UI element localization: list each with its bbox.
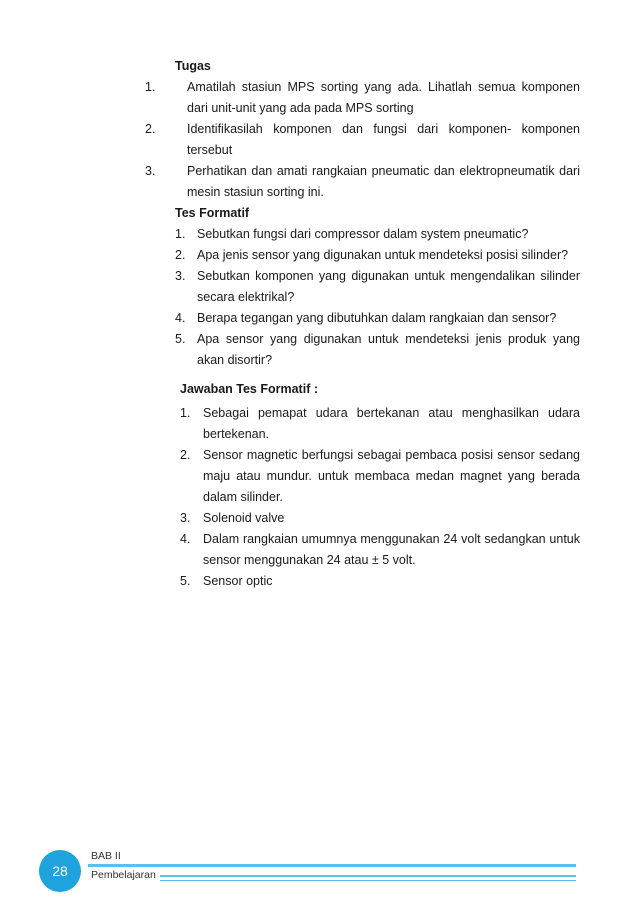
item-number: 1.	[145, 80, 156, 94]
list-item	[180, 445, 580, 508]
item-number: 5.	[175, 332, 186, 346]
page-number-badge: 28	[39, 850, 81, 892]
footer-chapter: BAB II	[91, 850, 121, 862]
item-number: 1.	[175, 227, 186, 241]
footer-divider	[160, 875, 576, 877]
item-number: 4.	[180, 532, 191, 546]
item-text: Sebagai pemapat udara bertekanan atau menghasilkan udara bertekenan.	[203, 406, 580, 441]
item-number: 1.	[180, 406, 191, 420]
jawaban-list	[180, 403, 580, 592]
item-number: 2.	[180, 448, 191, 462]
footer-divider	[160, 880, 576, 881]
item-number: 3.	[145, 164, 156, 178]
item-text: Apa jenis sensor yang digunakan untuk mendeteksi posisi silinder?	[197, 248, 569, 262]
list-item	[180, 571, 580, 592]
item-text: Amatilah stasiun MPS sorting yang ada. Lihatlah semua komponen dari unit-unit yang ada pada MPS sorting	[187, 80, 580, 115]
list-item	[175, 329, 580, 371]
item-number: 5.	[180, 574, 191, 588]
item-number: 3.	[175, 269, 186, 283]
item-text: Solenoid valve	[203, 511, 285, 525]
item-text: Berapa tegangan yang dibutuhkan dalam rangkaian dan sensor?	[197, 311, 557, 325]
item-text: Apa sensor yang digunakan untuk mendeteksi jenis produk yang akan disortir?	[197, 332, 580, 367]
item-text: Sensor magnetic berfungsi sebagai pembaca posisi sensor sedang maju atau mundur. untuk membaca medan magnet yang berada dalam silinder.	[203, 448, 580, 504]
jawaban-section	[180, 379, 580, 592]
tugas-heading: Tugas	[175, 59, 211, 73]
list-item	[175, 224, 580, 245]
item-text: Sebutkan fungsi dari compressor dalam system pneumatic?	[197, 227, 529, 241]
tes-formatif-section	[175, 203, 580, 371]
list-item	[145, 119, 580, 161]
tugas-list	[145, 77, 580, 203]
list-item	[145, 161, 580, 203]
jawaban-heading: Jawaban Tes Formatif :	[180, 382, 318, 396]
item-number: 4.	[175, 311, 186, 325]
tugas-section	[145, 56, 580, 203]
footer-subtitle: Pembelajaran	[91, 869, 156, 881]
item-number: 2.	[175, 248, 186, 262]
list-item	[175, 245, 580, 266]
tes-formatif-list	[175, 224, 580, 371]
list-item	[145, 77, 580, 119]
item-text: Dalam rangkaian umumnya menggunakan 24 volt sedangkan untuk sensor menggunakan 24 atau ± 5 volt.	[203, 532, 580, 567]
item-number: 3.	[180, 511, 191, 525]
item-text: Sebutkan komponen yang digunakan untuk mengendalikan silinder secara elektrikal?	[197, 269, 580, 304]
item-number: 2.	[145, 122, 156, 136]
tes-formatif-heading: Tes Formatif	[175, 206, 250, 220]
list-item	[180, 529, 580, 571]
item-text: Perhatikan dan amati rangkaian pneumatic dan elektropneumatik dari mesin stasiun sorting ini.	[187, 164, 580, 199]
footer-divider	[88, 864, 576, 867]
item-text: Sensor optic	[203, 574, 273, 588]
list-item	[180, 508, 580, 529]
list-item	[175, 266, 580, 308]
list-item	[175, 308, 580, 329]
list-item	[180, 403, 580, 445]
item-text: Identifikasilah komponen dan fungsi dari komponen- komponen tersebut	[187, 122, 580, 157]
